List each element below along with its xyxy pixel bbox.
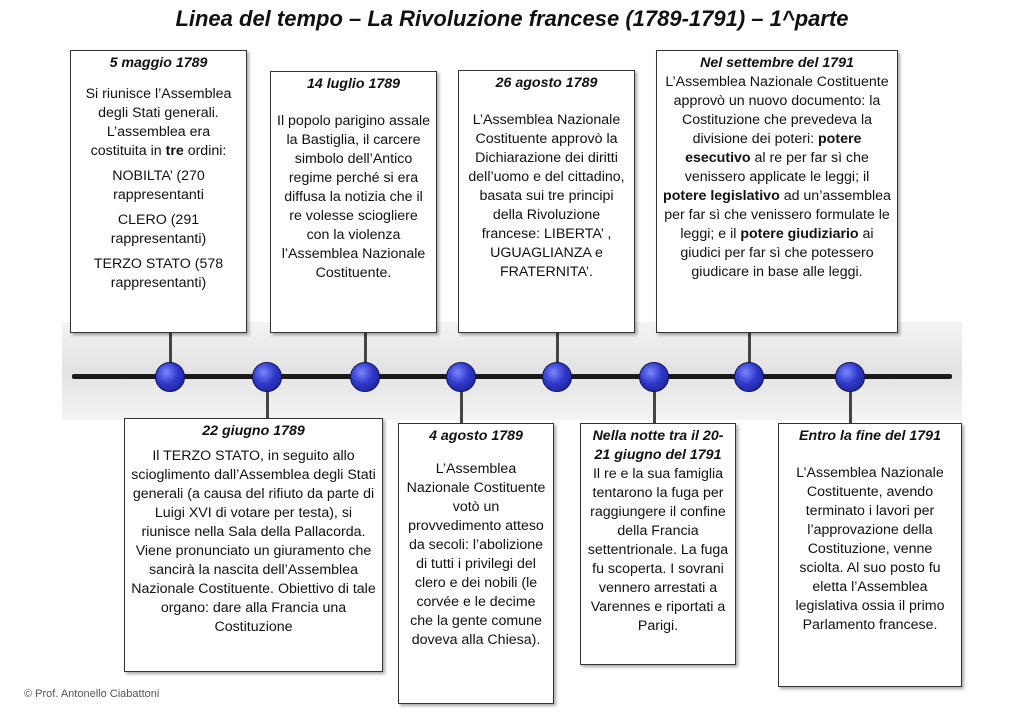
event-text: Il popolo parigino assale la Bastiglia, il carcere simbolo dell’Antico regime perché si era diffusa la notizia che il re volesse sciogliere con la violenza l’Assemblea Nazionale Costituente. (277, 113, 431, 281)
event-list-item-nobilta: NOBILTA’ (270 rappresentanti (112, 168, 205, 203)
event-date: 22 giugno 1789 (202, 423, 305, 439)
event-box-5-maggio-1789 (70, 50, 247, 333)
event-box-26-agosto-1789 (458, 70, 635, 333)
event-date: 26 agosto 1789 (495, 75, 598, 91)
page-title: Linea del tempo – La Rivoluzione francese (1789-1791) – 1^parte (175, 6, 849, 31)
timeline-dot-4 (446, 362, 476, 392)
event-list-item-clero: CLERO (291 rappresentanti) (110, 212, 207, 247)
event-text: L’Assemblea Nazionale Costituente, avendo terminato i lavori per l’approvazione della Costituzione, venne sciolta. Al suo posto fu eletta l’Assemblea legislativa ossia il primo Parlamento francese. (795, 465, 945, 633)
event-box-fine-1791 (778, 423, 962, 687)
event-text: Il re e la sua famiglia tentarono la fuga per raggiungere il confine della Francia settentrionale. La fuga fu scoperta. I sovrani vennero arrestati a Varennes e riportati a Parigi. (587, 466, 729, 634)
timeline-dot-8 (835, 362, 865, 392)
timeline-dot-5 (542, 362, 572, 392)
event-date: Entro la fine del 1791 (799, 428, 941, 444)
timeline-axis (72, 374, 952, 379)
timeline-dot-6 (639, 362, 669, 392)
event-date: Nella notte tra il 20-21 giugno del 1791 (592, 428, 724, 463)
event-box-22-giugno-1789 (124, 418, 383, 672)
timeline-dot-3 (350, 362, 380, 392)
event-date: 14 luglio 1789 (306, 76, 401, 92)
event-box-settembre-1791 (656, 50, 898, 333)
author-credit: © Prof. Antonello Ciabattoni (24, 688, 160, 700)
timeline-band (62, 322, 962, 420)
event-box-4-agosto-1789 (398, 423, 554, 704)
event-list-item-terzo-stato: TERZO STATO (578 rappresentanti) (93, 256, 224, 291)
timeline-dot-1 (155, 362, 185, 392)
event-date: 4 agosto 1789 (429, 428, 523, 444)
event-date: Nel settembre del 1791 (700, 55, 854, 71)
event-text: Si riunisce l’Assemblea degli Stati generali. L’assemblea era costituita in tre ordini: (85, 86, 232, 159)
event-text: L’Assemblea Nazionale Costituente approvò la Dichiarazione dei diritti dell’uomo e del cittadino, basata sui tre principi della Rivoluzione francese: LIBERTA’ , UGUAGLIANZA e FRATERNITA’. (468, 112, 625, 280)
timeline-dot-2 (252, 362, 282, 392)
event-text: L’Assemblea Nazionale Costituente approvò un nuovo documento: la Costituzione che prevedeva la divisione dei poteri: potere esecutivo al re per far sì che venissero applicate le leggi; il potere legislativo ad un’assemblea per far sì che venissero formulate le leggi; e il potere giudiziario ai giudici per far sì che potessero giudicare in base alle leggi. (663, 74, 891, 280)
event-box-14-luglio-1789 (270, 71, 437, 333)
event-text: L’Assemblea Nazionale Costituente votò un provvedimento atteso da secoli: l’abolizione di tutti i privilegi del clero e dei nobili (le corvée e le decime che la gente comune doveva alla Chiesa). (406, 461, 546, 648)
event-box-fuga-varennes-1791 (580, 423, 736, 665)
timeline-dot-7 (734, 362, 764, 392)
event-text: Il TERZO STATO, in seguito allo scioglimento dall’Assemblea degli Stati generali (a causa del rifiuto da parte di Luigi XVI di votare per testa), si riunisce nella Sala della Pallacorda. Viene pronunciato un giuramento che sancirà la nascita dell’Assemblea Nazionale Costituente. Obiettivo di tale organo: dare alla Francia una Costituzione (131, 448, 376, 635)
event-date: 5 maggio 1789 (109, 55, 208, 71)
